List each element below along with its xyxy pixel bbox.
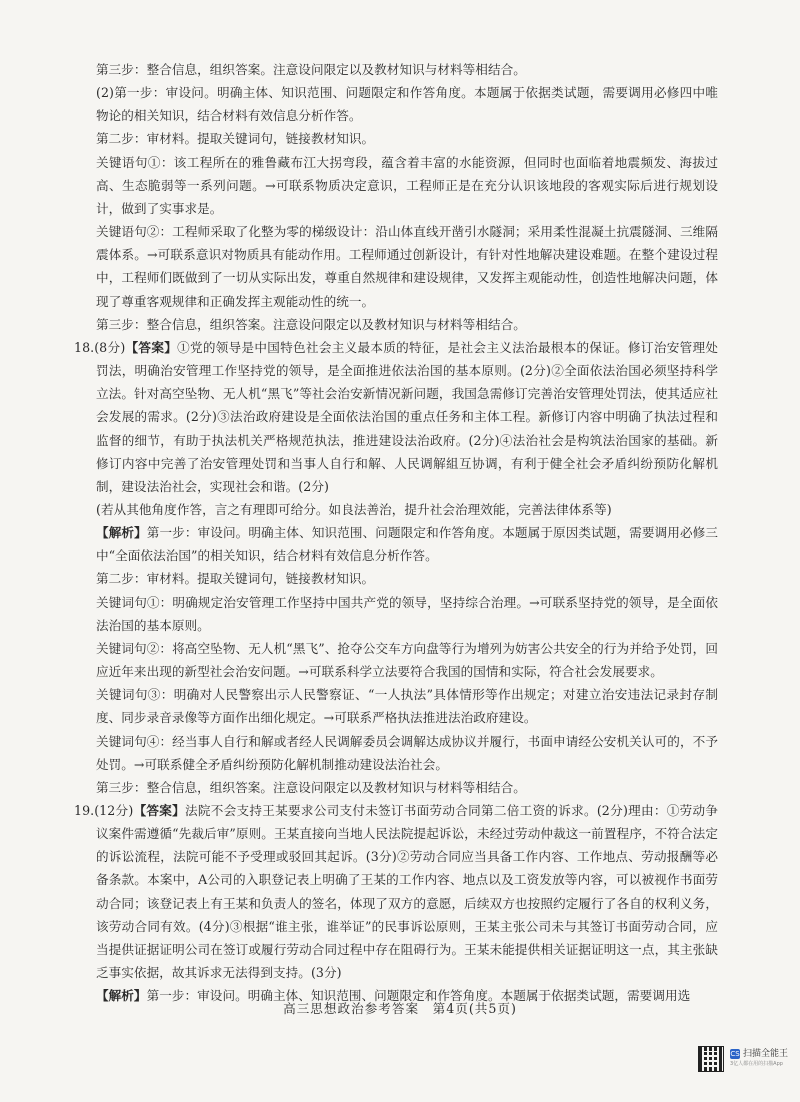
scanner-watermark — [698, 1046, 788, 1072]
answer-content — [74, 58, 718, 1007]
cs-logo-icon: CS — [730, 1050, 740, 1058]
answer-text: 法院不会支持王某要求公司支付未签订书面劳动合同第二倍工资的诉求。(2分)理由：①劳动争议案件需遵循“先裁后审”原则。王某直接向当地人民法院提起诉讼，未经过劳动仲裁这一前置程序，不符合法定的诉讼流程，法院可能不予受理或驳回其起诉。(3分)②劳动合同应当具备工作内容、工作地点、劳动报酬等必备条款。本案中，A公司的入职登记表上明确了王某的工作内容、地点以及工资发放等内容，可以被视作书面劳动合同；该登记表上有王某和负责人的签名，体现了双方的意愿，后续双方也按照约定履行了各自的权利义务，该劳动合同有效。(4分)③根据“谁主张，谁举证”的民事诉讼原则，王某主张公司未与其签订书面劳动合同，应当提供证据证明公司在签订或履行劳动合同过程中存在阻碍行为。王某未能提供相关证据证明这一点，其主张缺乏事实依据，故其诉求无法得到支持。(3分) — [96, 803, 718, 981]
scanner-brand-sub: 3亿人都在用的扫描App — [730, 1061, 783, 1067]
text-paragraph: 第三步：整合信息，组织答案。注意设问限定以及教材知识与材料等相结合。 — [96, 62, 526, 77]
text-paragraph: (若从其他角度作答，言之有理即可给分。如良法善治，提升社会治理效能，完善法律体系等) — [96, 501, 612, 517]
qr-code-icon — [698, 1046, 724, 1072]
text-paragraph: 第三步：整合信息，组织答案。注意设问限定以及教材知识与材料等相结合。 — [96, 316, 526, 332]
text-paragraph: 关键语句②：工程师采取了化整为零的梯级设计：沿山体直线开凿引水隧洞；采用柔性混凝土抗震隧洞、三维隔震体系。→可联系意识对物质具有能动作用。工程师通过创新设计，有针对性地解决建设难题。在整个建设过程中，工程师们既做到了一切从实际出发，尊重自然规律和建设规律，又发挥主观能动性，创造性地解决问题，体现了尊重客观规律和正确发挥主观能动性的统一。 — [96, 224, 718, 309]
score-label: (8分) — [94, 339, 126, 355]
answer-tag: 【答案】 — [133, 803, 186, 818]
scanner-brand-name: 扫描全能王 — [743, 1049, 789, 1059]
page-footer: 高三思想政治参考答案 第4页(共5页) — [283, 1001, 517, 1016]
analysis-tag: 【解析】 — [96, 988, 147, 1004]
text-paragraph: 关键词句②：将高空坠物、无人机“黑飞”、抢夺公交车方向盘等行为增列为妨害公共安全的行为并给予处罚，回应近年来出现的新型社会治安问题。→可联系科学立法要符合我国的国情和实际，符合社会发展要求。 — [96, 640, 718, 680]
question-number: 19. — [74, 803, 95, 818]
text-paragraph: 关键词句①：明确规定治安管理工作坚持中国共产党的领导，坚持综合治理。→可联系坚持党的领导，是全面依法治国的基本原则。 — [96, 594, 718, 633]
text-paragraph: 第三步：整合信息，组织答案。注意设问限定以及教材知识与材料等相结合。 — [96, 779, 526, 795]
answer-tag: 【答案】 — [125, 339, 178, 355]
text-paragraph: 关键词句③：明确对人民警察出示人民警察证、“一人执法”具体情形等作出规定；对建立治安违法记录封存制度、同步录音录像等方面作出细化规定。→可联系严格执法推进法治政府建设。 — [96, 687, 718, 726]
text-paragraph: 关键语句①：该工程所在的雅鲁藏布江大拐弯段，蕴含着丰富的水能资源，但同时也面临着地震频发、海拔过高、生态脆弱等一系列问题。→可联系物质决定意识，工程师正是在充分认识该地段的客观实际后进行规划设计，做到了实事求是。 — [96, 154, 718, 216]
score-label: (12分) — [94, 803, 134, 818]
text-paragraph: 第二步：审材料。提取关键词句，链接教材知识。 — [96, 131, 375, 147]
analysis-item — [96, 521, 718, 567]
text-paragraph: 第二步：审材料。提取关键词句，链接教材知识。 — [96, 571, 375, 587]
answer-text: ①党的领导是中国特色社会主义最本质的特征，是社会主义法治最根本的保证。修订治安管理处罚法，明确治安管理工作坚持党的领导，是全面推进依法治国的基本原则。(2分)②全面依法治国必须坚持科学立法。针对高空坠物、无人机“黑飞”等社会治安新情况新问题，我国急需修订完善治安管理处罚法，使其适应社会发展的需求。(2分)③法治政府建设是全面依法治国的重点任务和主体工程。新修订内容中明确了执法过程和监督的细节，有助于执法机关严格规范执法，推进建设法治政府。(2分)④法治社会是构筑法治国家的基础。新修订内容中完善了治安管理处罚和当事人自行和解、人民调解組互协调，有利于健全社会矛盾纠纷预防化解机制，建设法治社会，实现社会和谐。(2分) — [96, 339, 718, 494]
analysis-tag: 【解析】 — [96, 525, 147, 541]
scanner-brand — [730, 1049, 788, 1069]
text-paragraph: (2)第一步：审设问。明确主体、知识范围、问题限定和作答角度。本题属于依据类试题，需要调用必修四中唯物论的相关知识，结合材料有效信息分析作答。 — [96, 85, 718, 124]
analysis-text: 第一步：审设问。明确主体、知识范围、问题限定和作答角度。本题属于原因类试题，需要调用必修三中“全面依法治国”的相关知识，结合材料有效信息分析作答。 — [96, 525, 718, 564]
answer-item — [74, 799, 718, 984]
question-number: 18. — [74, 339, 95, 355]
answer-item — [74, 336, 718, 498]
text-paragraph: 关键词句④：经当事人自行和解或者经人民调解委员会调解达成协议并履行，书面申请经公安机关认可的，不予处罚。→可联系健全矛盾纠纷预防化解机制推动建设法治社会。 — [96, 733, 718, 772]
analysis-text: 第一步：审设问。明确主体、知识范围、问题限定和作答角度。本题属于依据类试题，需要调用选 — [146, 988, 691, 1004]
